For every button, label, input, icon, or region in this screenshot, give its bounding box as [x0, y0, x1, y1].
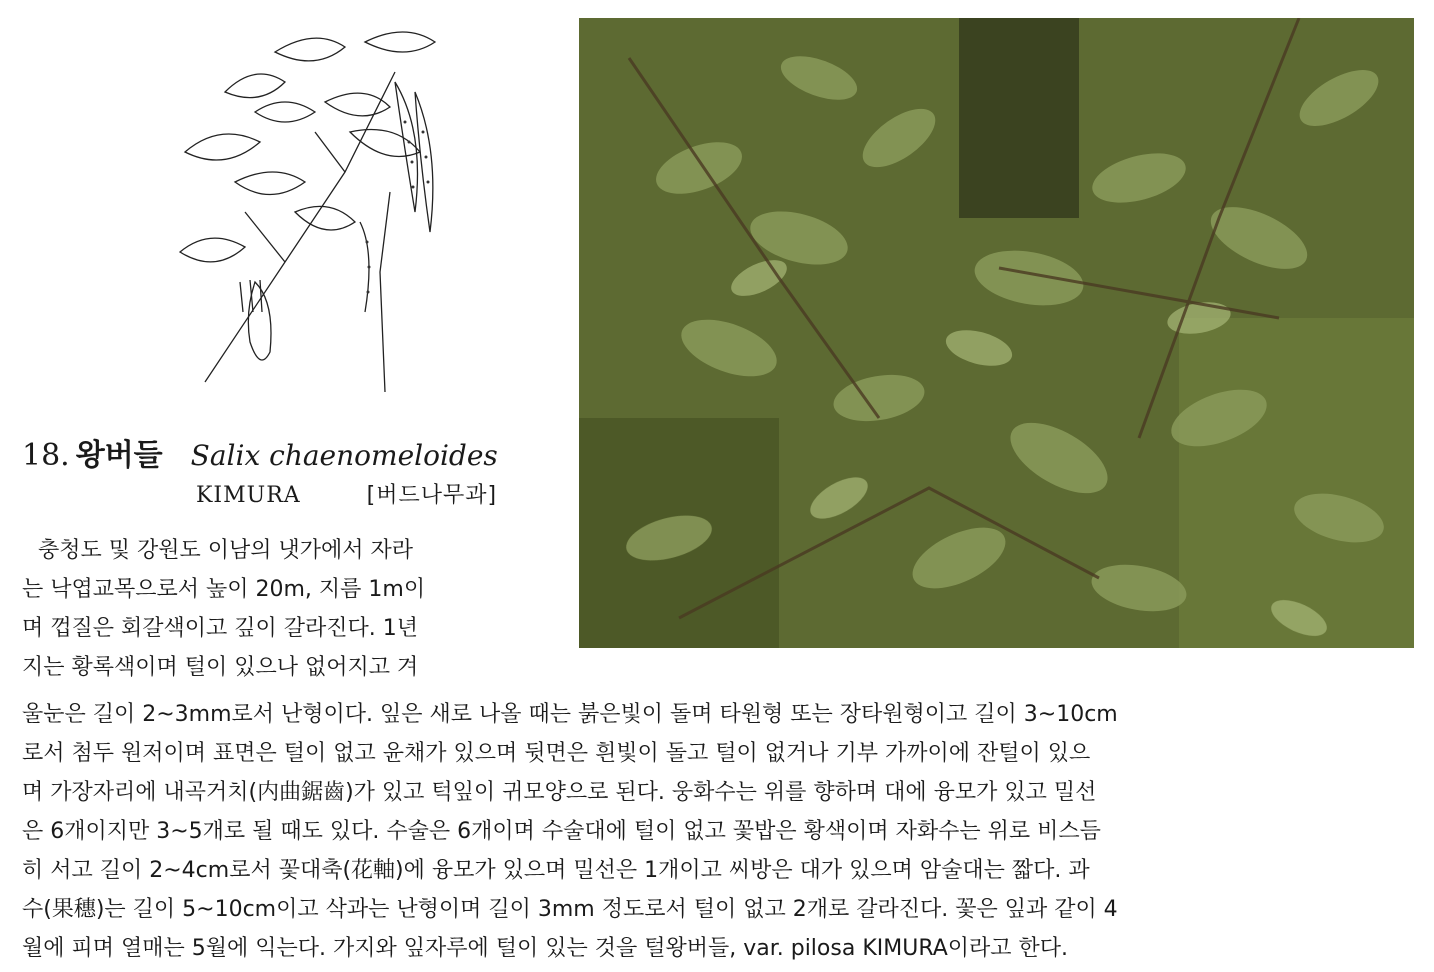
willow-photo [579, 18, 1414, 648]
text-line: 지는 황록색이며 털이 있으나 없어지고 겨 [22, 655, 419, 680]
text-line: 히 서고 길이 2~4cm로서 꽃대축(花軸)에 융모가 있으며 밀선은 1개이고 씨방은 대가 있으며 암술대는 짧다. 과 [22, 858, 1090, 883]
text-line: 로서 첨두 원저이며 표면은 털이 없고 윤채가 있으며 뒷면은 흰빛이 돌고 털이 없거나 기부 가까이에 잔털이 있으 [22, 741, 1091, 766]
text-line: 는 낙엽교목으로서 높이 20m, 지름 1m이 [22, 577, 426, 602]
species-subline [196, 478, 497, 509]
text-line: 수(果穗)는 길이 5~10cm이고 삭과는 난형이며 길이 3mm 정도로서 털이 없고 2개로 갈라진다. 꽃은 잎과 같이 4 [22, 897, 1118, 922]
family-name: [버드나무과] [366, 483, 498, 508]
scientific-name: Salix chaenomeloides [190, 439, 498, 472]
text-line: 울눈은 길이 2~3mm로서 난형이다. 잎은 새로 나올 때는 붉은빛이 돌며 타원형 또는 장타원형이고 길이 3~10cm [22, 702, 1118, 727]
botanical-illustration [165, 12, 445, 392]
text-line: 월에 피며 열매는 5월에 익는다. 가지와 잎자루에 털이 있는 것을 털왕버들, var. pilosa KIMURA이라고 한다. [22, 936, 1069, 961]
korean-name: 왕버들 [75, 438, 163, 473]
text-line: 충청도 및 강원도 이남의 냇가에서 자라 [38, 538, 413, 563]
species-number: 18. [22, 438, 70, 473]
text-line: 며 가장자리에 내곡거치(内曲鋸齒)가 있고 턱잎이 귀모양으로 된다. 웅화수는 위를 향하며 대에 융모가 있고 밀선 [22, 780, 1097, 805]
species-heading [22, 430, 498, 474]
text-line: 은 6개이지만 3~5개로 될 때도 있다. 수술은 6개이며 수술대에 털이 없고 꽃밥은 황색이며 자화수는 위로 비스듬 [22, 819, 1101, 844]
author-name: KIMURA [196, 483, 301, 508]
text-line: 며 껍질은 회갈색이고 깊이 갈라진다. 1년 [22, 616, 418, 641]
